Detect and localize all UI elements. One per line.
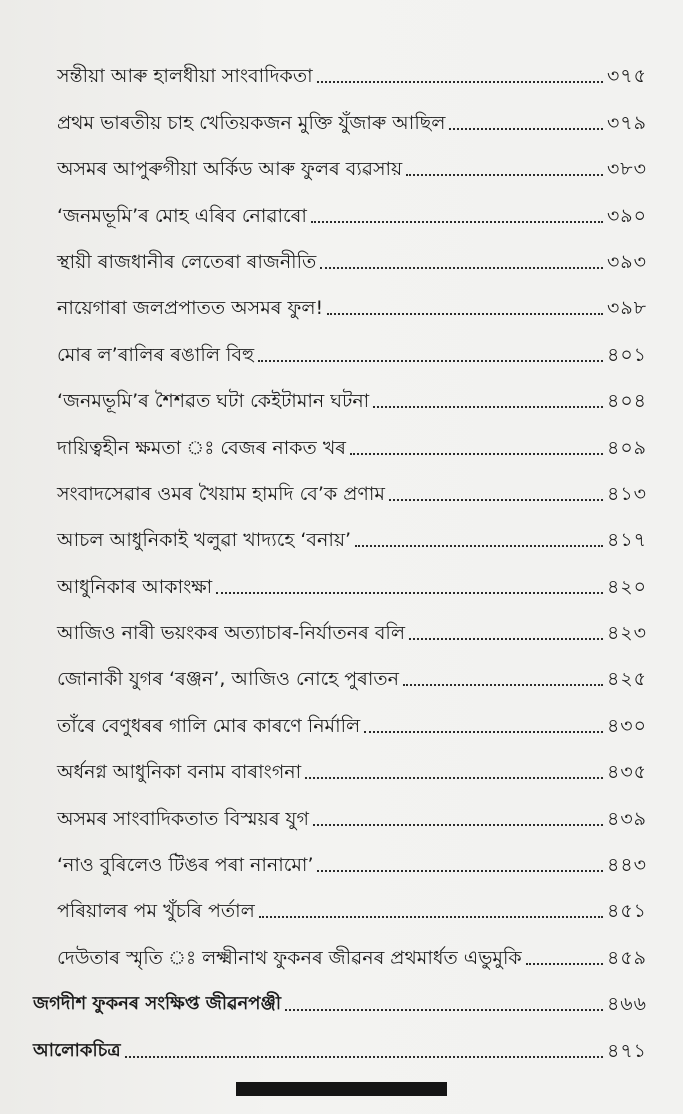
dot-leader [320, 267, 603, 269]
toc-entry-page: ৩৭৯ [606, 111, 647, 134]
toc-entry [0, 701, 683, 747]
toc-entry-title: সন্তীয়া আৰু হালধীয়া সাংবাদিকতা [57, 65, 313, 88]
dot-leader [317, 81, 603, 83]
toc-entry [0, 423, 683, 469]
dot-leader [305, 777, 603, 779]
toc-entry [0, 609, 683, 655]
toc-entry-page: ৩৯৩ [606, 250, 647, 273]
toc-entry-page: ৪০৪ [606, 390, 647, 413]
toc-entry [0, 191, 683, 237]
dot-leader [355, 545, 603, 547]
toc-entry-title: আচল আধুনিকাই খলুৱা খাদ্যহে ‘বনায়’ [57, 529, 352, 552]
toc-entry [0, 145, 683, 191]
toc-main-entry-page: ৪৭১ [606, 1039, 647, 1062]
dot-leader [317, 870, 603, 872]
toc-entry [0, 377, 683, 423]
toc-entry-page: ৪১৩ [606, 482, 647, 505]
dot-leader [389, 499, 603, 501]
dot-leader [313, 824, 603, 826]
dot-leader [406, 174, 603, 176]
toc-entry-title: আজিও নাৰী ভয়ংকৰ অত্যাচাৰ-নিৰ্যাতনৰ বলি [57, 622, 405, 645]
toc-entry [0, 238, 683, 284]
dot-leader [350, 453, 603, 455]
toc-entry-title: মোৰ ল’ৰালিৰ ৰঙালি বিহু [57, 343, 255, 366]
dot-leader [311, 221, 603, 223]
toc-entry-title: ‘জনমভূমি’ৰ শৈশৱত ঘটা কেইটামান ঘটনা [57, 390, 370, 413]
toc-entry-title: ‘জনমভূমি’ৰ মোহ এৰিব নোৱাৰো [57, 204, 307, 227]
toc-entry-page: ৩৯০ [606, 204, 647, 227]
toc-entry-title: অসমৰ আপুৰুগীয়া অৰ্কিড আৰু ফুলৰ ব্যৱসায় [57, 158, 403, 181]
toc-entry-page: ৩৯৮ [606, 297, 647, 320]
dot-leader [526, 963, 603, 965]
toc-entry-title: তাঁৰে বেণুধৰৰ গালি মোৰ কাৰণে নিৰ্মালি [57, 714, 361, 737]
toc-entry [0, 841, 683, 887]
dot-leader [258, 360, 603, 362]
end-rule-divider [236, 1082, 447, 1096]
toc-entry [0, 655, 683, 701]
toc-entry-title: প্ৰথম ভাৰতীয় চাহ খেতিয়কজন মুক্তি যুঁজাৰু আছিল [57, 111, 446, 134]
toc-entry [0, 98, 683, 144]
toc-entry [0, 516, 683, 562]
toc-main-entry-title: আলোকচিত্ৰ [33, 1039, 121, 1061]
toc-entry [0, 562, 683, 608]
toc-entry-page: ৪৫১ [607, 900, 647, 923]
dot-leader [125, 1056, 603, 1058]
toc-entry-title: ‘নাও বুৰিলেও টিঙৰ পৰা নানামো’ [57, 854, 314, 877]
dot-leader [373, 406, 603, 408]
toc-entry-page: ৪২৩ [606, 622, 647, 645]
toc-entry-title: দেউতাৰ স্মৃতি ঃ লক্ষ্মীনাথ ফুকনৰ জীৱনৰ প্ৰথমাৰ্ধত এভুমুকি [57, 946, 522, 969]
toc-entry [0, 748, 683, 794]
toc-main-entry-title: জগদীশ ফুকনৰ সংক্ষিপ্ত জীৱনপঞ্জী [33, 993, 282, 1015]
toc-entry [0, 794, 683, 840]
dot-leader [449, 128, 603, 130]
toc-entry [0, 330, 683, 376]
toc-entry-page: ৪৪৩ [606, 854, 647, 877]
toc-entry-title: জোনাকী যুগৰ ‘ৰঞ্জন’, আজিও নোহে পুৰাতন [57, 668, 399, 691]
toc-entry-page: ৪৩৫ [606, 761, 647, 784]
dot-leader [364, 731, 603, 733]
toc-entry-page: ৩৭৫ [606, 65, 647, 88]
toc-entry-title: পৰিয়ালৰ পম খুঁচৰি পৰ্তাল [57, 900, 255, 923]
toc-main-entry [0, 1026, 683, 1072]
toc-entry-page: ৪২৫ [606, 668, 647, 691]
toc-entry-page: ৪৩৯ [606, 807, 647, 830]
dot-leader [403, 684, 603, 686]
toc-entry [0, 887, 683, 933]
dot-leader [216, 592, 603, 594]
toc-entry [0, 52, 683, 98]
dot-leader [259, 916, 603, 918]
toc-entry-page: ৪০১ [606, 343, 647, 366]
table-of-contents [0, 52, 683, 1073]
toc-entry-page: ৩৮৩ [606, 158, 647, 181]
dot-leader [409, 638, 603, 640]
dot-leader [327, 313, 603, 315]
toc-entry-title: দায়িত্বহীন ক্ষমতা ঃ বেজৰ নাকত খৰ [57, 436, 346, 459]
toc-entry [0, 470, 683, 516]
dot-leader [285, 1009, 603, 1011]
toc-entry-page: ৪২০ [606, 575, 647, 598]
toc-entry [0, 933, 683, 979]
toc-entry-title: সংবাদসেৱাৰ ওমৰ খৈয়াম হামদি বে’ক প্ৰণাম [57, 482, 385, 505]
toc-entry-page: ৪০৯ [606, 436, 647, 459]
toc-entry-title: অসমৰ সাংবাদিকতাত বিস্ময়ৰ যুগ [57, 807, 309, 830]
toc-entry [0, 284, 683, 330]
toc-main-entry-page: ৪৬৬ [606, 993, 647, 1016]
toc-main-entry [0, 980, 683, 1026]
toc-entry-title: অৰ্ধনগ্ন আধুনিকা বনাম বাৰাংগনা [57, 761, 302, 784]
toc-entry-title: নায়েগাৰা জলপ্ৰপাতত অসমৰ ফুল! [57, 297, 324, 320]
toc-entry-title: স্থায়ী ৰাজধানীৰ লেতেৰা ৰাজনীতি [57, 250, 317, 273]
toc-entry-page: ৪৫৯ [607, 946, 647, 969]
toc-entry-title: আধুনিকাৰ আকাংক্ষা [57, 575, 213, 598]
toc-entry-page: ৪১৭ [606, 529, 647, 552]
toc-entry-page: ৪৩০ [606, 714, 647, 737]
